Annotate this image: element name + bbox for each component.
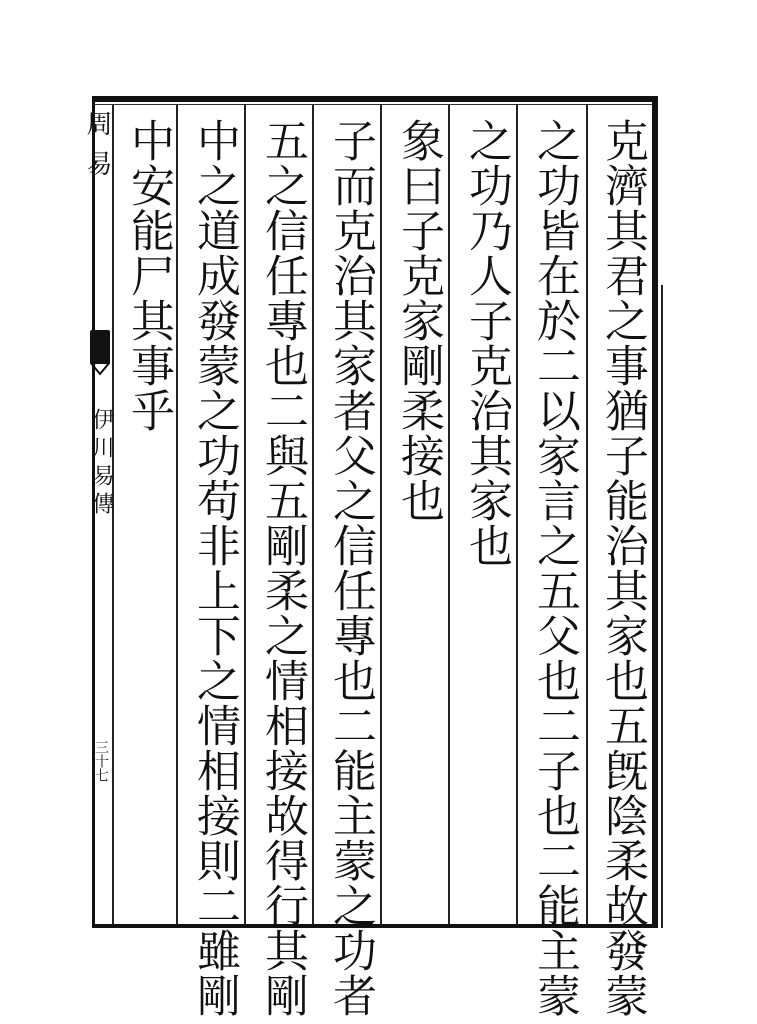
text-column-4: 象曰子克家剛柔接也 <box>393 118 444 523</box>
text-column-1: 克濟其君之事猶子能治其家也五旣陰柔故發蒙 <box>597 118 648 1018</box>
text-column-2: 之功皆在於二以家言之五父也二子也二能主蒙 <box>529 118 580 1018</box>
margin-book-title: 伊川易傳 <box>89 408 114 520</box>
text-column-7: 中之道成發蒙之功苟非上下之情相接則二雖剛 <box>189 118 240 1018</box>
fish-tail-icon <box>90 362 110 376</box>
fish-tail-block <box>90 330 110 364</box>
top-border <box>92 96 658 102</box>
text-column-6: 五之信任專也二與五剛柔之情相接故得行其剛 <box>257 118 308 1018</box>
margin-title: 周易 <box>82 110 112 190</box>
text-column-8: 中安能尸其事乎 <box>123 118 174 433</box>
column-rule <box>586 104 588 924</box>
right-border-outer <box>661 285 663 928</box>
text-column-3: 之功乃人子克治其家也 <box>461 118 512 568</box>
text-column-5: 子而克治其家者父之信任專也二能主蒙之功者 <box>325 118 376 1018</box>
page-number: 三十七 <box>93 740 109 782</box>
